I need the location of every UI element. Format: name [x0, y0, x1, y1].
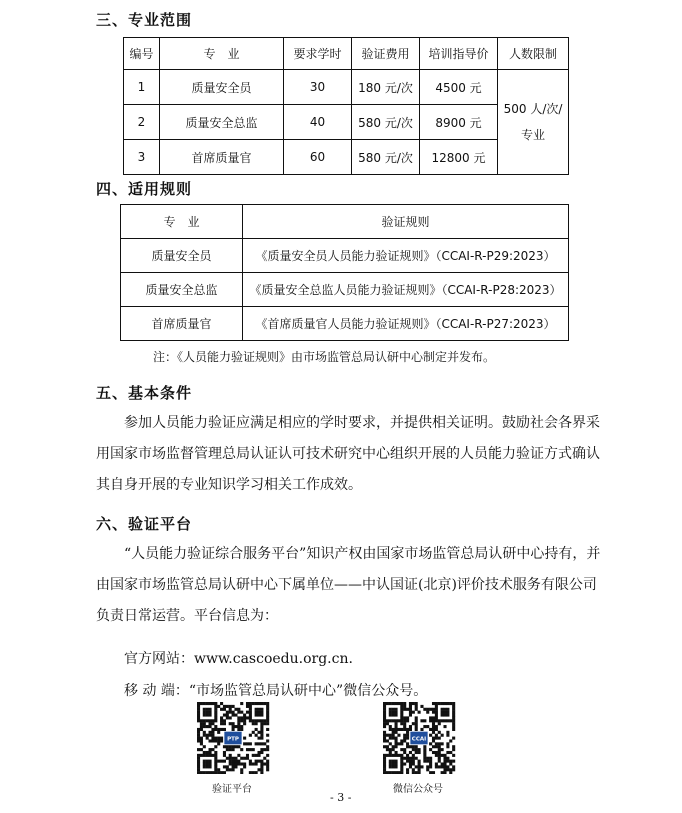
qr-code-platform [192, 702, 274, 774]
header-cell: 专 业 [160, 38, 284, 70]
table-cell: 8900 元 [420, 105, 498, 140]
table-cell: 580 元/次 [352, 140, 420, 175]
official-website: 官方网站：www.cascoedu.org.cn. [124, 651, 353, 667]
table-row [121, 239, 569, 273]
table-cell: 首席质量官 [121, 307, 243, 341]
section-5-body: 参加人员能力验证应满足相应的学时要求，并提供相关证明。鼓励社会各界采用国家市场监督管理总局认证认可技术研究中心组织开展的人员能力验证方式确认其自身开展的专业知识学习相关工作成效。 [96, 415, 600, 493]
section-3-heading: 三、专业范围 [96, 11, 193, 29]
section-6-heading: 六、验证平台 [96, 515, 193, 533]
qr-pattern [378, 702, 460, 774]
table-cell: 质量安全总监 [160, 105, 284, 140]
table-cell: 12800 元 [420, 140, 498, 175]
table-row [121, 273, 569, 307]
page-number: - 3 - [330, 791, 352, 804]
table-row [121, 307, 569, 341]
table-cell: 3 [124, 140, 160, 175]
table-cell: 首席质量官 [160, 140, 284, 175]
rules-table [120, 204, 569, 341]
scope-table [123, 37, 569, 175]
table-cell: 质量安全员 [121, 239, 243, 273]
table-cell: 《质量安全总监人员能力验证规则》（CCAI-R-P28:2023） [243, 273, 569, 307]
limit-line-2: 专业 [520, 128, 545, 142]
section-4-heading: 四、适用规则 [96, 180, 193, 198]
table-cell: 4500 元 [420, 70, 498, 105]
header-cell: 人数限制 [498, 38, 569, 70]
header-cell: 验证规则 [243, 205, 569, 239]
header-cell: 编号 [124, 38, 160, 70]
header-cell: 专 业 [121, 205, 243, 239]
table-note: 注：《人员能力验证规则》由市场监管总局认研中心制定并发布。 [153, 350, 496, 364]
qr-pattern [192, 702, 274, 774]
table-cell: 《质量安全员人员能力验证规则》（CCAI-R-P29:2023） [243, 239, 569, 273]
table-cell: 1 [124, 70, 160, 105]
table-header-row [124, 38, 569, 70]
table-cell: 60 [284, 140, 352, 175]
mobile-channel: 移 动 端：“市场监管总局认研中心”微信公众号。 [124, 683, 428, 699]
section-6-body: “人员能力验证综合服务平台”知识产权由国家市场监管总局认研中心持有，并由国家市场监管总局认研中心下属单位——中认国证(北京)评价技术服务有限公司负责日常运营。平台信息为： [96, 546, 601, 624]
table-cell: 质量安全总监 [121, 273, 243, 307]
section-5-heading: 五、基本条件 [96, 384, 193, 402]
table-row [124, 70, 569, 105]
table-cell: 2 [124, 105, 160, 140]
limit-line-1: 500 人/次/ [503, 102, 563, 116]
header-cell: 培训指导价 [420, 38, 498, 70]
qr-logo-text: CCAI [411, 736, 427, 743]
table-cell: 580 元/次 [352, 105, 420, 140]
qr-caption-platform: 验证平台 [212, 784, 252, 795]
qr-logo-text: PTP [227, 736, 239, 743]
table-cell: 质量安全员 [160, 70, 284, 105]
table-cell: 40 [284, 105, 352, 140]
limit-cell [498, 70, 569, 175]
table-cell: 30 [284, 70, 352, 105]
qr-code-wechat [378, 702, 460, 774]
qr-caption-wechat: 微信公众号 [393, 784, 443, 795]
header-cell: 验证费用 [352, 38, 420, 70]
table-cell: 180 元/次 [352, 70, 420, 105]
table-header-row [121, 205, 569, 239]
table-cell: 《首席质量官人员能力验证规则》（CCAI-R-P27:2023） [243, 307, 569, 341]
header-cell: 要求学时 [284, 38, 352, 70]
